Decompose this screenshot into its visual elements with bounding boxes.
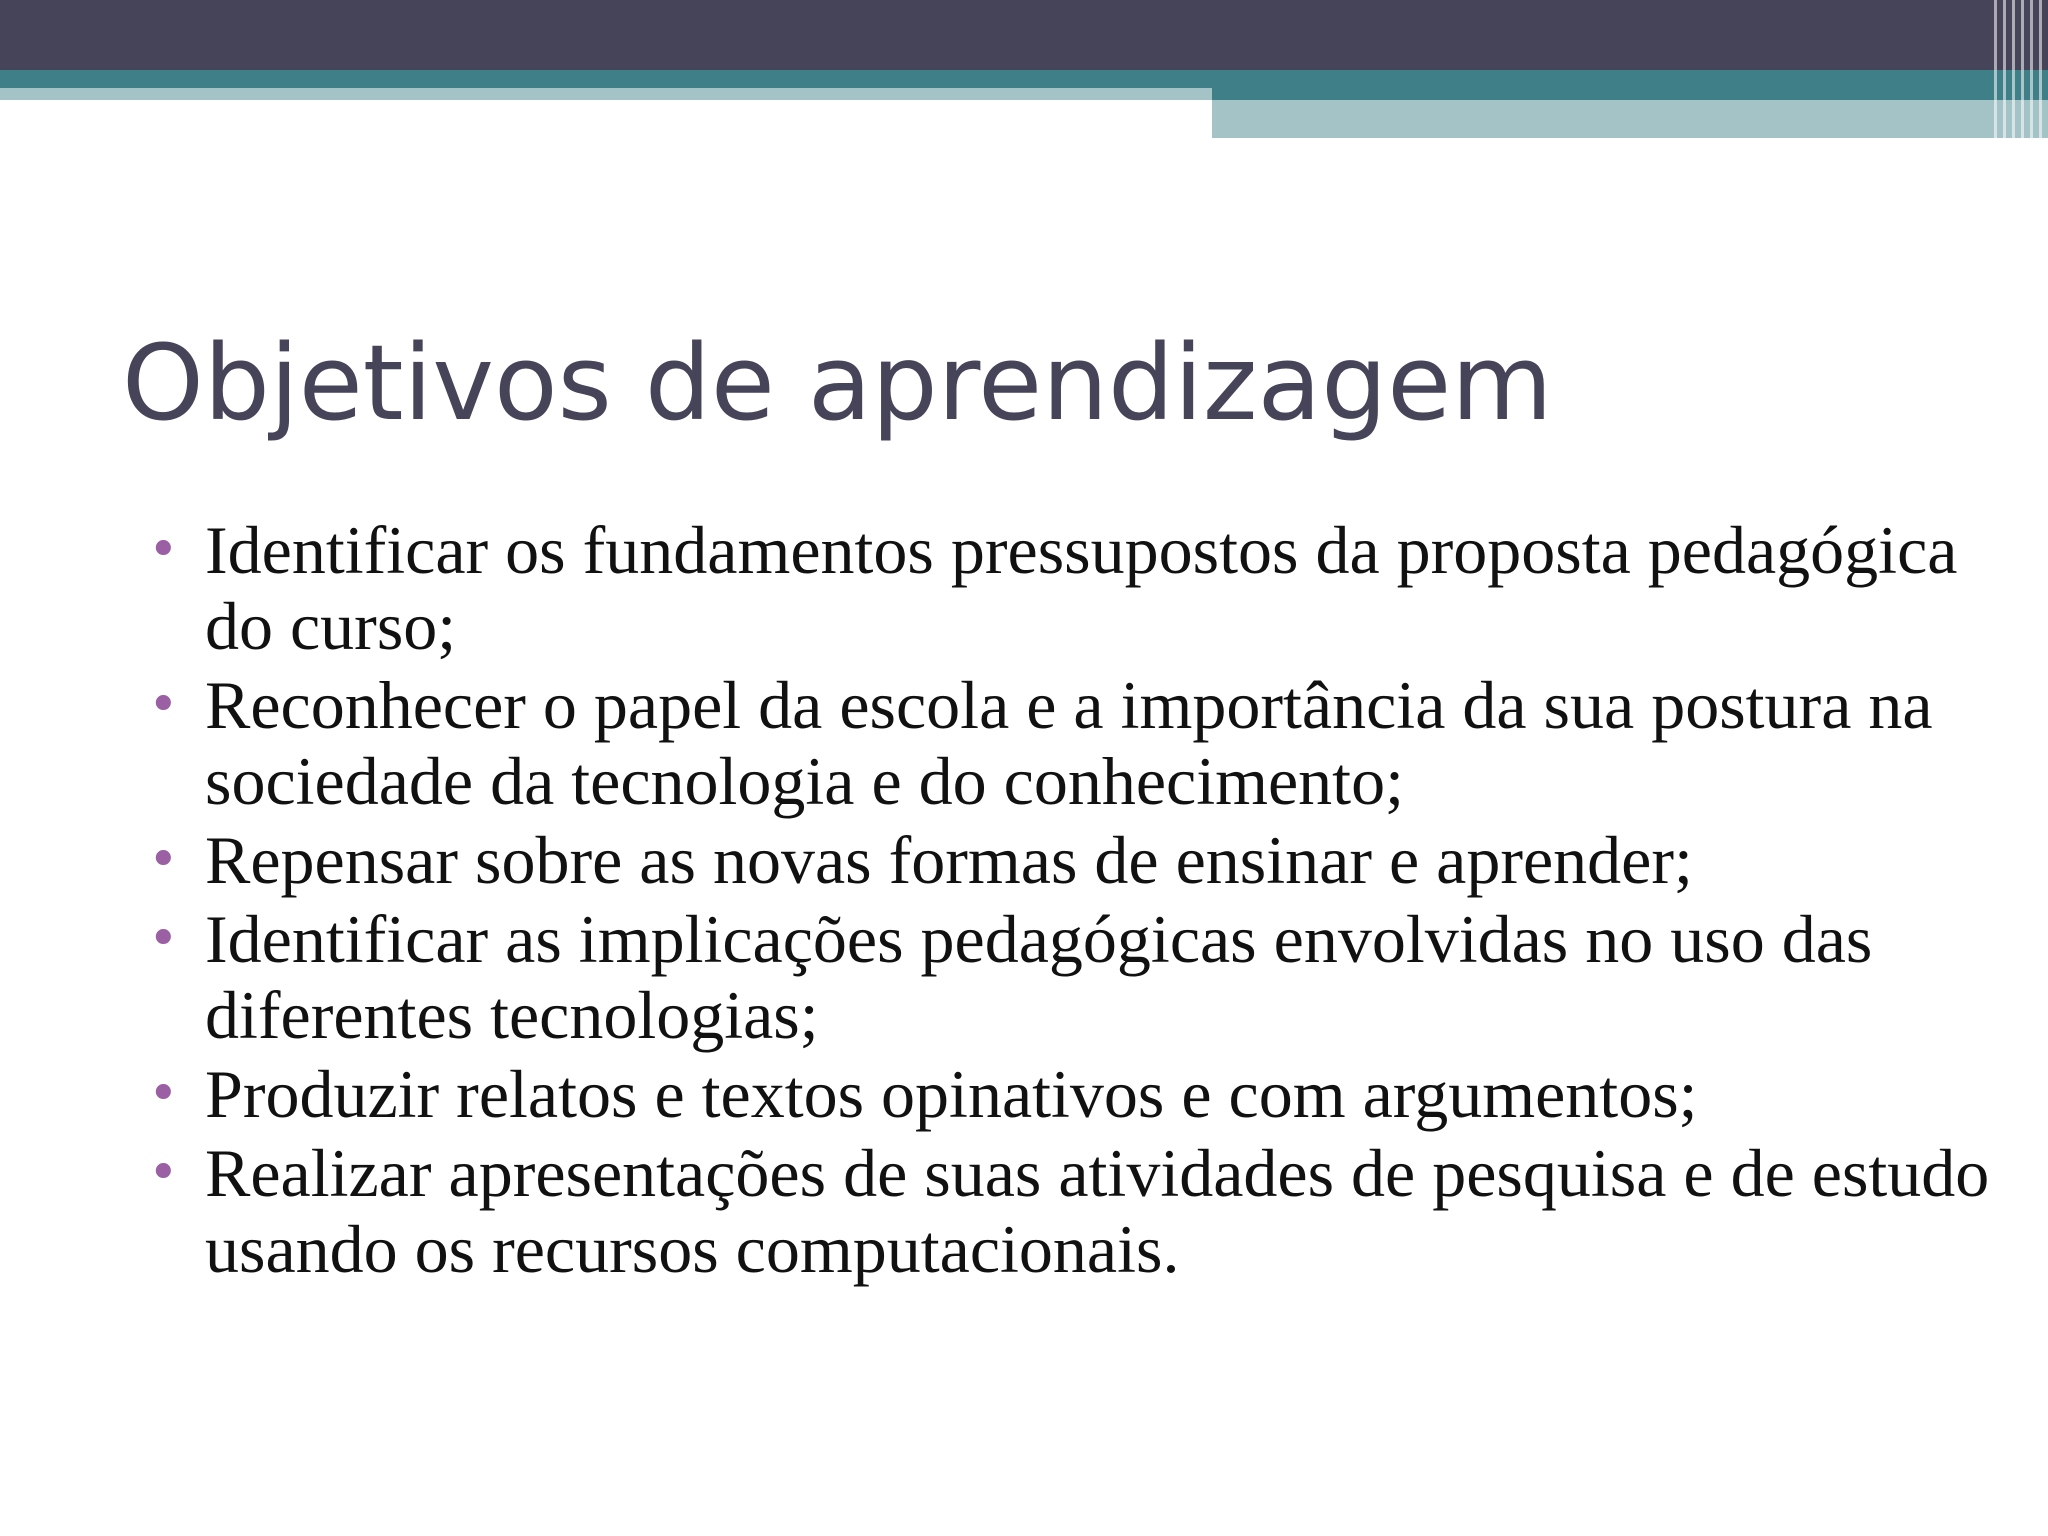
objectives-list — [148, 512, 2008, 1290]
list-item — [148, 1135, 2008, 1287]
bullet-dot-icon: • — [148, 1143, 179, 1203]
header-band-pale-right — [1212, 100, 2048, 138]
list-item-text: Realizar apresentações de suas atividades de pesquisa e de estudo usando os recursos computacionais. — [205, 1135, 1990, 1287]
list-item-text: Reconhecer o papel da escola e a importância da sua postura na sociedade da tecnologia e do conhecimento; — [205, 667, 1933, 819]
bullet-dot-icon: • — [148, 830, 179, 890]
list-item-text: Repensar sobre as novas formas de ensinar e aprender; — [205, 822, 1693, 898]
list-item-text: Identificar as implicações pedagógicas envolvidas no uso das diferentes tecnologias; — [205, 901, 1873, 1053]
bullet-dot-icon: • — [148, 675, 179, 735]
slide-title: Objetivos de aprendizagem — [122, 322, 1553, 444]
bullet-dot-icon: • — [148, 909, 179, 969]
list-item-text: Produzir relatos e textos opinativos e com argumentos; — [205, 1056, 1698, 1132]
list-item — [148, 512, 2008, 664]
bullet-dot-icon: • — [148, 520, 179, 580]
list-item — [148, 901, 2008, 1053]
list-item-text: Identificar os fundamentos pressupostos da proposta pedagógica do curso; — [205, 512, 1958, 664]
header-edge-stripes — [1988, 0, 2048, 138]
bullet-dot-icon: • — [148, 1064, 179, 1124]
header-band-pale-left — [0, 88, 1212, 100]
list-item — [148, 667, 2008, 819]
header-band-dark — [0, 0, 2048, 70]
list-item — [148, 1056, 2008, 1132]
list-item — [148, 822, 2008, 898]
